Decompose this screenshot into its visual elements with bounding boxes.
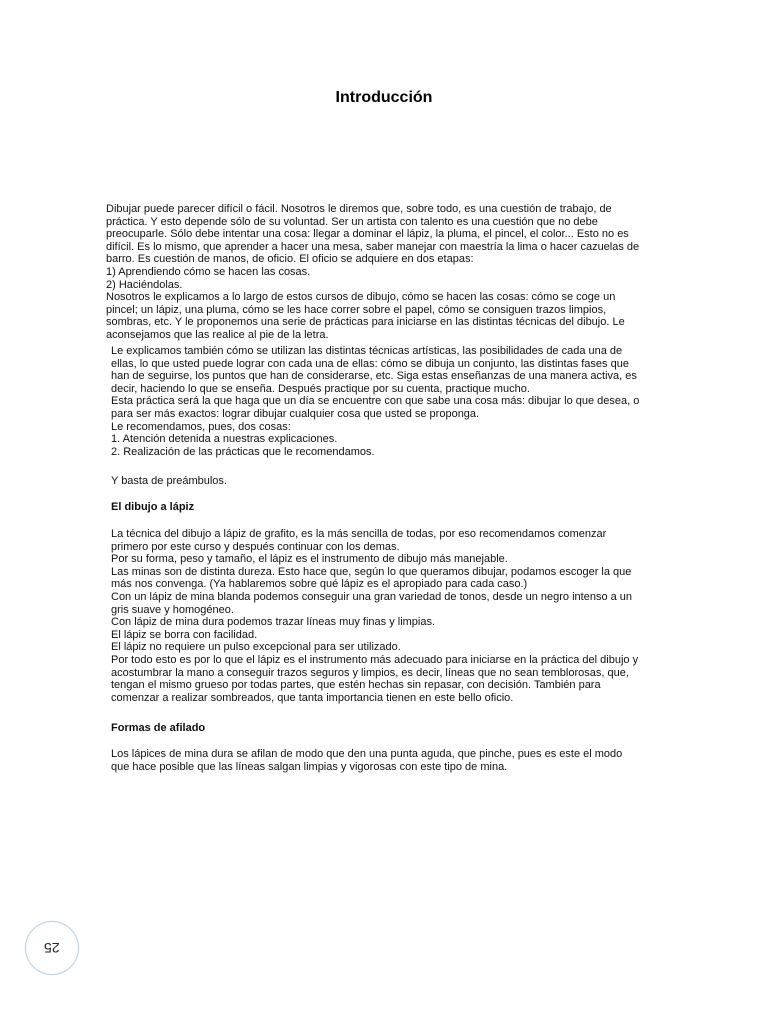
afilado-paragraph: Los lápices de mina dura se afilan de modo que den una punta aguda, que pinche, pues es este el modo que hace posible que las líneas salgan limpias y vigorosas con este tipo de mina. — [111, 748, 623, 773]
page-number: 25 — [44, 940, 60, 956]
preamble-line: Y basta de preámbulos. — [111, 475, 227, 487]
lapiz-paragraph: La técnica del dibujo a lápiz de grafito, es la más sencilla de todas, por eso recomendamos comenzar primero por este curso y después continuar con los demas. Por su forma, peso y tamaño, el lápiz es el instrumento de dibujo más manejable. Las minas son de distinta dureza. Esto hace que, según lo que queramos dibujar, podamos escoger la que más nos convenga. (Ya hablaremos sobre qué lápiz es el apropiado para cada caso.) Con un lápiz de mina blanda podemos conseguir una gran variedad de tonos, desde un negro intenso a un gris suave y homogéneo. Con lápiz de mina dura podemos trazar líneas muy finas y limpias. El lápiz se borra con facilidad. El lápiz no requiere un pulso excepcional para ser utilizado. Por todo esto es por lo que el lápiz es el instrumento más adecuado para iniciarse en la práctica del dibujo y acostumbrar la mano a conseguir trazos seguros y limpios, es decir, líneas que no sean temblorosas, que, tengan el mismo grueso por todas partes, que estén hechas sin repasar, con decisión. También para comenzar a realizar sombreados, que tanta importancia tienen en este bello oficio. — [111, 528, 639, 704]
section-heading-afilado: Formas de afilado — [111, 722, 206, 734]
section-heading-lapiz: El dibujo a lápiz — [111, 501, 195, 513]
page-title: Introducción — [335, 89, 433, 106]
intro-paragraph: Dibujar puede parecer difícil o fácil. Nosotros le diremos que, sobre todo, es una cuestión de trabajo, de práctica. Y esto depende sólo de su voluntad. Ser un artista con talento es una cuestión que no debe preocuparle. Sólo debe intentar una cosa: llegar a dominar el lápiz, la pluma, el pincel, el color... Esto no es difícil. Es lo mismo, que aprender a hacer una mesa, saber manejar con maestría la lima o hacer cazuelas de barro. Es cuestión de manos, de oficio. El oficio se adquiere en dos etapas: 1) Aprendiendo cómo se hacen las cosas. 2) Haciéndolas. Nosotros le explicamos a lo largo de estos cursos de dibujo, cómo se hacen las cosas: cómo se coge un pincel; un lápiz, una pluma, cómo se les hace correr sobre el papel, cómo se consiguen trazos limpios, sombras, etc. Y le proponemos una serie de prácticas para iniciarse en las distintas técnicas del dibujo. Le aconsejamos que las realice al pie de la letra. — [106, 203, 640, 341]
explain-paragraph: Le explicamos también cómo se utilizan las distintas técnicas artísticas, las posibilidades de cada una de ellas, lo que usted puede lograr con cada una de ellas: cómo se dibuja un conjunto, las distintas fases que han de seguirse, los puntos que han de considerarse, etc. Siga estas enseñanzas de una manera activa, es decir, haciendo lo que se enseña. Después practique por su cuenta, practique mucho. Esta práctica será la que haga que un día se encuentre con que sabe una cosa más: dibujar lo que desea, o para ser más exactos: lograr dibujar cualquier cosa que usted se proponga. Le recomendamos, pues, dos cosas: 1. Atención detenida a nuestras explicaciones. 2. Realización de las prácticas que le recomendamos. — [111, 345, 640, 458]
page-number-badge — [25, 921, 79, 975]
